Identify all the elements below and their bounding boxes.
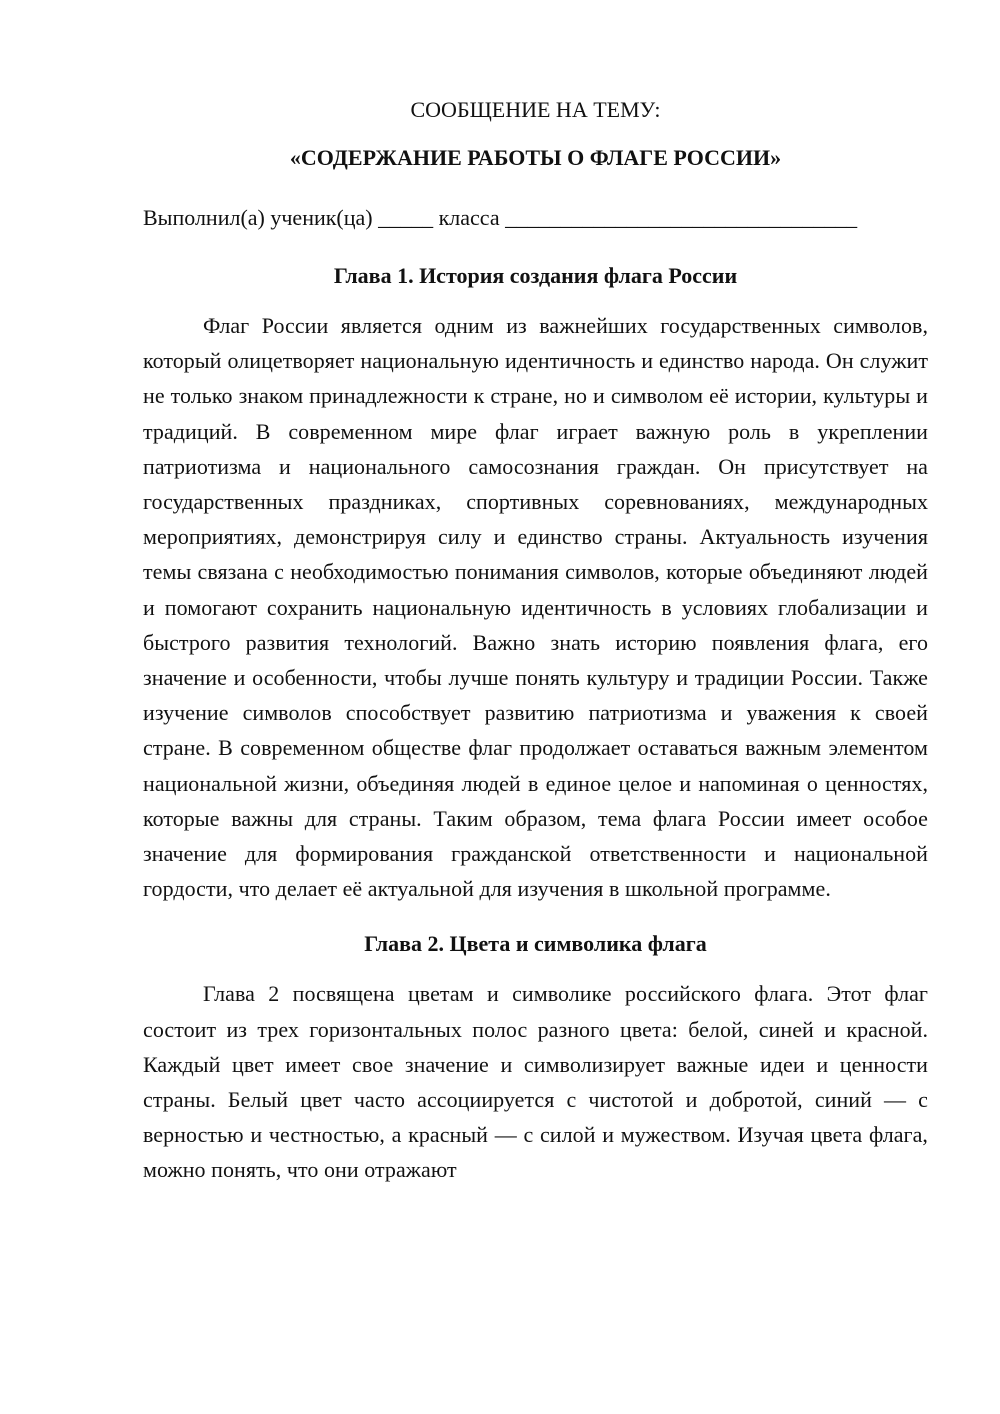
chapter-1-title: Глава 1. История создания флага России — [333, 263, 738, 288]
chapter-2-title: Глава 2. Цвета и символика флага — [364, 931, 707, 957]
document-title-line2: «СОДЕРЖАНИЕ РАБОТЫ О ФЛАГЕ РОССИИ» — [289, 145, 782, 170]
document-title-line1: СООБЩЕНИЕ НА ТЕМУ: — [410, 97, 661, 122]
chapter-1-paragraph: Флаг России является одним из важнейших государственных символов, который олицетворяет национальную идентичность и единство народа. Он служит не только знаком принадлежности к стране, но и символом её истории, культуры и традиций. В современном мире флаг играет важную роль в укреплении патриотизма и национального самосознания граждан. Он присутствует на государственных праздниках, спортивных соревнованиях, международных мероприятиях, демонстрируя силу и единство страны. Актуальность изучения темы связана с необходимостью понимания символов, которые объединяют людей и помогают сохранить национальную идентичность в условиях глобализации и быстрого развития технологий. Важно знать историю появления флага, его значение и особенности, чтобы лучше понять культуру и традиции России. Также изучение символов способствует развитию патриотизма и уважения к своей стране. В современном обществе флаг продолжает оставаться важным элементом национальной жизни, объединяя людей в единое целое и напоминая о ценностях, которые важны для страны. Таким образом, тема флага России имеет особое значение для формирования гражданской ответственности и национальной гордости, что делает её актуальной для изучения в школьной программе. — [143, 313, 928, 902]
document-page — [143, 92, 928, 1188]
author-line: Выполнил(а) ученик(ца) _____ класса ________________________________ — [143, 205, 858, 230]
chapter-2-paragraph: Глава 2 посвящена цветам и символике российского флага. Этот флаг состоит из трех горизонтальных полос разного цвета: белой, синей и красной. Каждый цвет имеет свое значение и символизирует важные идеи и ценности страны. Белый цвет часто ассоциируется с чистотой и добротой, синий — с верностью и честностью, а красный — с силой и мужеством. Изучая цвета флага, можно понять, что они отражают — [143, 981, 928, 1183]
